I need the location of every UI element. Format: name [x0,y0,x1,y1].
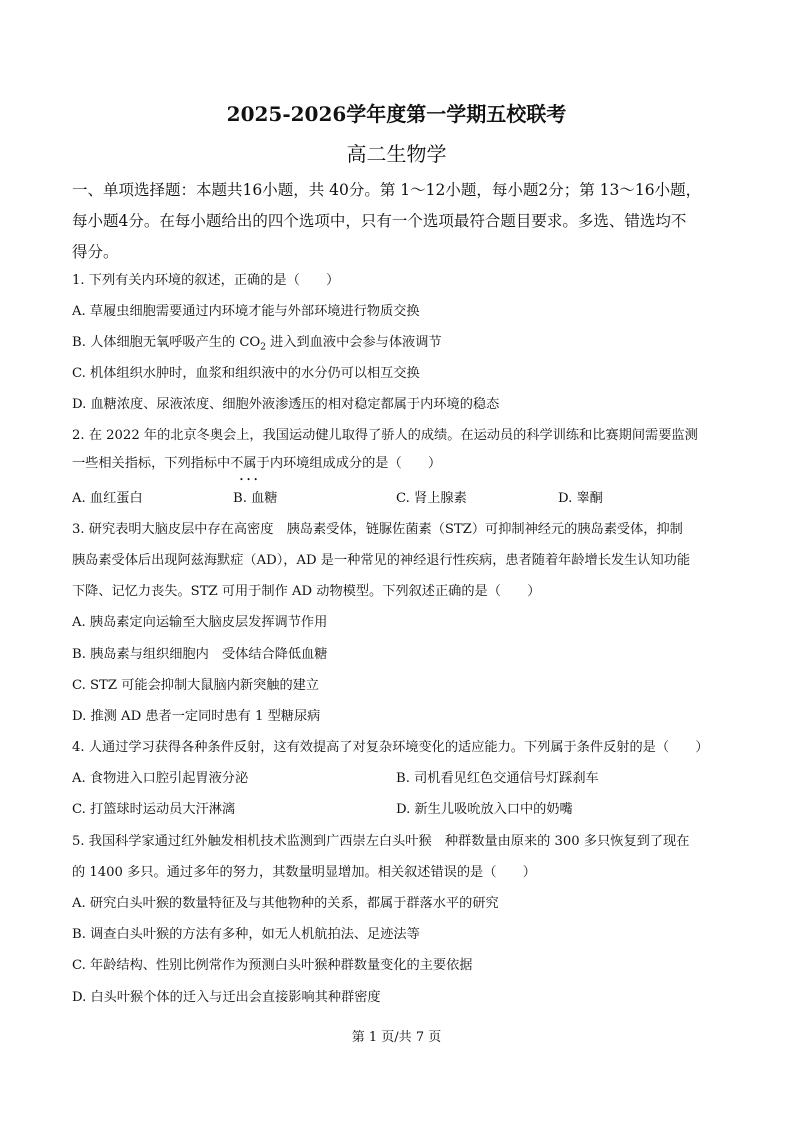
q3-option-b: B. 胰岛素与组织细胞内 受体结合降低血糖 [72,647,328,662]
q1-option-d: D. 血糖浓度、尿液浓度、细胞外液渗透压的相对稳定都属于内环境的稳态 [72,397,500,412]
q5-option-d: D. 白头叶猴个体的迁入与迁出会直接影响其种群密度 [72,990,381,1005]
section-instructions-line-2: 每小题4分。在每小题给出的四个选项中，只有一个选项最符合题目要求。多选、错选均不 [72,212,687,230]
q1-option-b [72,333,442,358]
q2-stem-text-rest: 内环境组成成分的是（ ） [269,456,442,471]
q2-emphasis: 不属于 ••• [230,456,270,471]
exam-title: 2025-2026学年度第一学期五校联考 [226,102,567,126]
q3-stem-line-1: 3. 研究表明大脑皮层中存在高密度 胰岛素受体，链脲佐菌素（STZ）可抑制神经元的胰岛素受体，抑制 [72,522,683,537]
q5-option-b: B. 调查白头叶猴的方法有多种，如无人机航拍法、足迹法等 [72,927,420,942]
q4-option-b: B. 司机看见红色交通信号灯踩刹车 [396,771,599,786]
exam-subject: 高二生物学 [346,142,447,166]
q3-option-c: C. STZ 可能会抑制大鼠脑内新突触的建立 [72,678,319,693]
q1-option-b-text-rest: 进入到血液中会参与体液调节 [265,335,442,350]
q2-stem-line-2 [72,454,441,474]
q3-option-d: D. 推测 AD 患者一定同时患有 1 型糖尿病 [72,709,321,724]
q3-option-a: A. 胰岛素定向运输至大脑皮层发挥调节作用 [72,615,328,630]
q1-option-a: A. 草履虫细胞需要通过内环境才能与外部环境进行物质交换 [72,304,420,319]
q1-option-b-subscript: 2 [260,342,266,353]
q1-stem: 1. 下列有关内环境的叙述，正确的是（ ） [72,273,340,288]
q2-option-b: B. 血糖 [233,491,278,506]
q2-stem-line-1: 2. 在 2022 年的北京冬奥会上，我国运动健儿取得了骄人的成绩。在运动员的科学训练和比赛期间需要监测 [72,428,698,443]
page-footer: 第 1 页/共 7 页 [351,1030,442,1045]
q2-stem-text: 一些相关指标，下列指标中 [72,456,231,471]
q3-stem-line-2: 胰岛素受体后出现阿兹海默症（AD），AD 是一种常见的神经退行性疾病，患者随着年龄增长发生认知功能 [72,553,691,568]
section-instructions-line-1: 一、单项选择题：本题共16小题，共 40分。第 1～12小题，每小题2分；第 13～16小题， [72,181,702,199]
q4-option-a: A. 食物进入口腔引起胃液分泌 [72,771,249,786]
q1-option-c: C. 机体组织水肿时，血浆和组织液中的水分仍可以相互交换 [72,366,420,381]
q4-option-c: C. 打篮球时运动员大汗淋漓 [72,802,236,817]
q2-option-a: A. 血红蛋白 [72,491,143,506]
q5-option-c: C. 年龄结构、性别比例常作为预测白头叶猴种群数量变化的主要依据 [72,958,473,973]
q1-option-b-text: B. 人体细胞无氧呼吸产生的 CO [72,335,261,350]
section-instructions-line-3: 得分。 [72,243,119,261]
q3-stem-line-3: 下降、记忆力丧失。STZ 可用于制作 AD 动物模型。下列叙述正确的是（ ） [72,584,541,599]
q4-stem: 4. 人通过学习获得各种条件反射，这有效提高了对复杂环境变化的适应能力。下列属于条件反射的是（ ） [72,740,709,755]
q4-option-d: D. 新生儿吸吮放入口中的奶嘴 [396,802,573,817]
q5-stem-line-2: 的 1400 多只。通过多年的努力，其数量明显增加。相关叙述错误的是（ ） [72,865,536,880]
q2-option-d: D. 睾酮 [558,491,603,506]
q5-stem-line-1: 5. 我国科学家通过红外触发相机技术监测到广西崇左白头叶猴 种群数量由原来的 300 多只恢复到了现在 [72,834,690,849]
q5-option-a: A. 研究白头叶猴的数量特征及与其他物种的关系，都属于群落水平的研究 [72,896,499,911]
q2-option-c: C. 肾上腺素 [396,491,467,506]
